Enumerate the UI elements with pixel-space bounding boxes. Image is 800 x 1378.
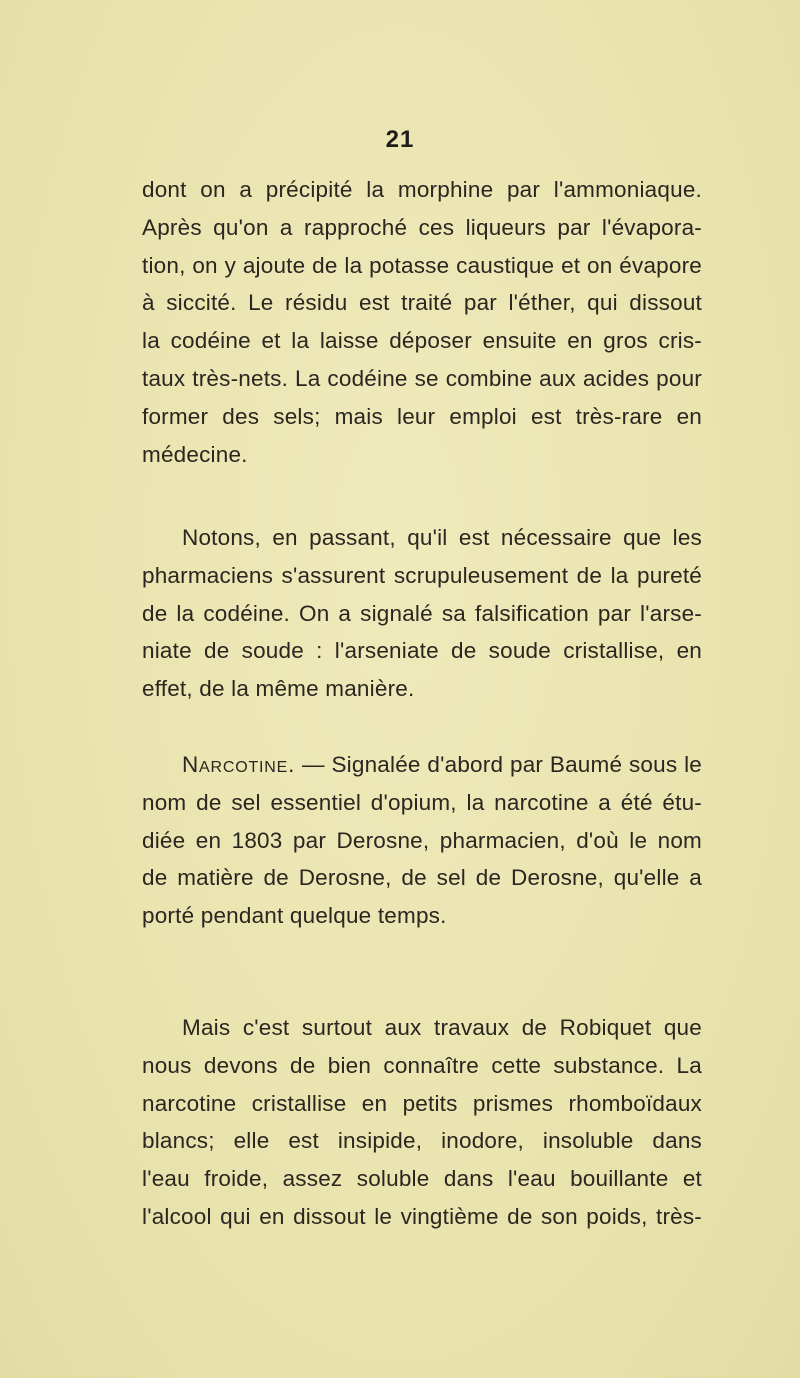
text-line: porté pendant quelque temps.	[142, 903, 447, 929]
text-line: taux très-nets. La codéine se combine aux acides pour	[142, 365, 702, 391]
text-line: à siccité. Le résidu est traité par l'éther, qui dissout	[142, 290, 702, 316]
text-line: Notons, en passant, qu'il est nécessaire que les	[182, 525, 702, 550]
text-line: dont on a précipité la morphine par l'ammoniaque.	[142, 177, 702, 202]
text-line: nous devons de bien connaître cette substance. La	[142, 1052, 702, 1078]
text-line: blancs; elle est insipide, inodore, insoluble dans	[142, 1128, 702, 1154]
text-line: de matière de Derosne, de sel de Derosne, qu'elle a	[142, 865, 702, 891]
text-line: de la codéine. On a signalé sa falsification par l'arse-	[142, 600, 702, 626]
text-line: pharmaciens s'assurent scrupuleusement de la pureté	[142, 562, 702, 588]
text-line: l'eau froide, assez soluble dans l'eau bouillante et	[142, 1166, 702, 1192]
page-number: 21	[385, 126, 415, 153]
paragraph-codeine	[142, 171, 702, 473]
text-line: effet, de la même manière.	[142, 676, 415, 702]
paragraph-robiquet	[142, 1009, 702, 1236]
text-line	[142, 746, 702, 784]
text-line: médecine.	[142, 441, 248, 467]
text-line: narcotine cristallise en petits prismes rhomboïdaux	[142, 1090, 702, 1116]
text-line: tion, on y ajoute de la potasse caustique et on évapore	[142, 252, 702, 278]
paragraph-narcotine	[142, 746, 702, 935]
text-span: — Signalée d'abord par Baumé sous le	[301, 752, 703, 777]
text-line: la codéine et la laisse déposer ensuite en gros cris-	[142, 328, 702, 354]
text-line: Mais c'est surtout aux travaux de Robiquet que	[182, 1015, 702, 1040]
text-line: l'alcool qui en dissout le vingtième de son poids, très-	[142, 1203, 702, 1229]
text-line: niate de soude : l'arseniate de soude cristallise, en	[142, 638, 702, 664]
text-line: former des sels; mais leur emploi est très-rare en	[142, 403, 702, 429]
text-line: Après qu'on a rapproché ces liqueurs par l'évapora-	[142, 214, 702, 240]
text-line: diée en 1803 par Derosne, pharmacien, d'où le nom	[142, 827, 702, 853]
paragraph-purity	[142, 519, 702, 708]
section-heading: Narcotine.	[182, 752, 296, 777]
text-line: nom de sel essentiel d'opium, la narcotine a été étu-	[142, 789, 702, 815]
